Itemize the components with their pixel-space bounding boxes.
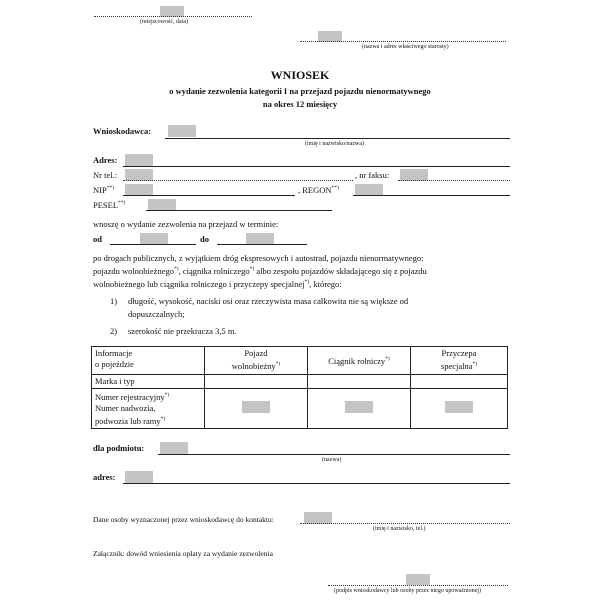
contact-line	[300, 523, 510, 524]
title-line2: na okres 12 miesięcy	[262, 99, 338, 109]
to-line	[217, 244, 307, 245]
table-cell	[205, 389, 308, 429]
header-col2: Ciągnik rolniczy*)	[308, 347, 411, 375]
contact-sublabel: (imię i nazwisko, tel.)	[373, 526, 426, 532]
tel-label: Nr tel.:	[93, 170, 118, 180]
entity-address-line	[123, 483, 510, 484]
entity-label: dla podmiotu:	[93, 443, 145, 453]
item2-text: szerokość nie przekracza 3,5 m.	[128, 326, 237, 336]
fax-label: , nr faksu:	[355, 170, 390, 180]
header-info: Informacje o pojeździe	[92, 347, 205, 375]
table-cell	[308, 389, 411, 429]
applicant-line	[165, 138, 510, 139]
entity-address-value	[125, 471, 153, 483]
place-date-label: (miejscowość, data)	[140, 19, 188, 25]
entity-line	[158, 454, 510, 455]
place-date-line	[94, 16, 252, 17]
request-para-line1: po drogach publicznych, z wyjątkiem dróg ekspresowych i autostrad, pojazdu nienormatywnego:	[93, 253, 424, 263]
row2-label: Numer rejestracyjny*) Numer nadwozia, podwozia lub ramy*)	[92, 389, 205, 429]
redacted-value	[345, 401, 373, 413]
starosta-label: (nazwa i adres właściwego starosty)	[362, 44, 449, 50]
request-para-line2: pojazdu wolnobieżnego*), ciągnika rolniczego*) albo zespołu pojazdów składającego się z pojazdu	[93, 266, 427, 276]
applicant-sublabel: (imię i nazwisko/nazwa)	[305, 141, 364, 147]
table-cell	[308, 375, 411, 389]
address-label: Adres:	[93, 155, 118, 165]
redacted-value	[242, 401, 270, 413]
to-label: do	[200, 234, 209, 244]
title-line1: o wydanie zezwolenia kategorii I na przejazd pojazdu nienormatywnego	[169, 86, 431, 96]
table-cell	[411, 375, 508, 389]
redacted-value	[445, 401, 473, 413]
request-intro: wnoszę o wydanie zezwolenia na przejazd w terminie:	[93, 219, 279, 229]
entity-address-label: adres:	[93, 472, 116, 482]
table-cell	[205, 375, 308, 389]
vehicle-table	[91, 346, 508, 429]
fax-line	[398, 180, 510, 181]
signature-line	[328, 585, 508, 586]
starosta-line	[300, 41, 506, 42]
address-value	[125, 154, 153, 166]
contact-label: Dane osoby wyznaczonej przez wnioskodawcę do kontaktu:	[93, 515, 274, 524]
pesel-label: PESEL**)	[93, 200, 126, 210]
regon-line	[353, 195, 510, 196]
header-col3: Przyczepa specjalna*)	[411, 347, 508, 375]
from-label: od	[93, 234, 102, 244]
tel-line	[123, 180, 353, 181]
request-para-line3: wolnobieżnego lub ciągnika rolniczego i przyczepy specjalnej*), którego:	[93, 279, 342, 289]
applicant-label: Wnioskodawca:	[93, 126, 152, 136]
item2-number: 2)	[110, 326, 118, 336]
nip-line	[123, 195, 295, 196]
entity-sublabel: (nazwa)	[322, 457, 342, 463]
nip-label: NIP**)	[93, 185, 115, 195]
table-row	[92, 375, 508, 389]
item1-text-cont: dopuszczalnych;	[128, 309, 185, 319]
table-header-row	[92, 347, 508, 375]
entity-value	[160, 442, 188, 454]
table-cell	[411, 389, 508, 429]
signature-label: (podpis wnioskodawcy lub osoby przez niego upoważnionej)	[334, 588, 481, 594]
regon-label: , REGON**)	[298, 185, 339, 195]
header-col1: Pojazd wolnobieżny*)	[205, 347, 308, 375]
item1-text: długość, wysokość, naciski osi oraz rzeczywista masa całkowita nie są większe od	[128, 296, 409, 306]
item1-number: 1)	[110, 296, 118, 306]
table-row	[92, 389, 508, 429]
redacted-signature	[406, 574, 430, 585]
from-line	[110, 244, 196, 245]
pesel-line	[146, 210, 332, 211]
row1-label: Marka i typ	[92, 375, 205, 389]
applicant-value	[168, 125, 196, 137]
address-line	[123, 166, 510, 167]
page-title: WNIOSEK	[270, 68, 330, 82]
attachment-note: Załącznik: dowód wniesienia opłaty za wydanie zezwolenia	[93, 549, 273, 558]
